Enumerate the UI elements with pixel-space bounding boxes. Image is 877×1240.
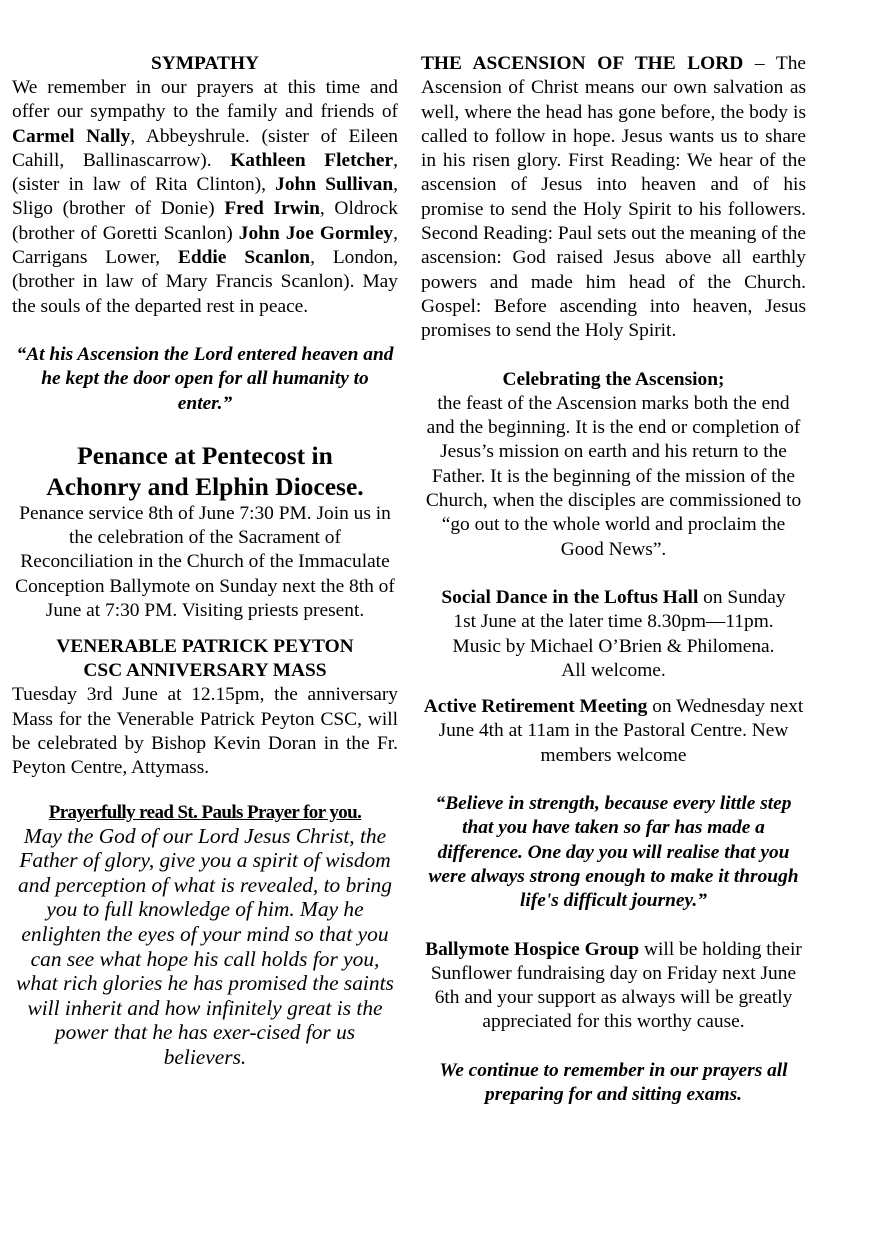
penance-body: Penance service 8th of June 7:30 PM. Join us in the celebration of the Sacrament of Reconciliation in the Church of the Immaculate Conception Ballymote on Sunday next the 8th of June at 7:30 PM. Visiting priests present.	[15, 502, 395, 622]
prayer-section	[12, 801, 398, 1070]
strength-quote: “Believe in strength, because every little step that you have taken so far has made a difference. One day you will realise that you were always strong enough to make it through life's difficult journey.”	[428, 793, 799, 912]
ascension-quote: “At his Ascension the Lord entered heaven and he kept the door open for all humanity to enter.”	[16, 343, 394, 414]
deceased-name: Fred Irwin	[224, 198, 320, 220]
hospice-section	[421, 938, 806, 1035]
peyton-body: Tuesday 3rd June at 12.15pm, the anniversary Mass for the Venerable Patrick Peyton CSC, will be celebrated by Bishop Kevin Doran in the Fr. Peyton Centre, Attymass.	[12, 684, 398, 779]
ascension-text	[421, 52, 806, 344]
retirement-section	[421, 695, 806, 768]
sympathy-intro: We remember in our prayers at this time and offer our sympathy to the family and friends of	[12, 77, 398, 123]
right-column	[421, 52, 806, 1107]
penance-title-line2: Achonry and Elphin Diocese.	[46, 471, 364, 501]
retirement-heading: Active Retirement Meeting	[423, 696, 648, 718]
deceased-name: Kathleen Fletcher	[230, 149, 394, 171]
penance-title-line1: Penance at Pentecost in	[77, 440, 333, 470]
ascension-body: The Ascension of Christ means our own salvation as well, where the head has gone before, the body is called to follow in hope. Jesus wants us to share in his risen glory. First Reading: We hear of the ascension of Jesus into heaven and of his promise to send the Holy Spirit to his followers. Second Reading: Paul sets out the meaning of the ascension: God raised Jesus above all earthly powers and made him head of the Church. Gospel: Before ascending into heaven, Jesus promises to send the Holy Spirit.	[421, 53, 806, 342]
sympathy-heading: SYMPATHY	[150, 53, 260, 74]
dance-text	[421, 586, 806, 683]
deceased-name: John Joe Gormley	[238, 222, 394, 244]
dance-heading: Social Dance in the Loftus Hall	[441, 586, 699, 608]
dance-body: on Sunday 1st June at the later time 8.30pm—11pm. Music by Michael O’Brien & Philomena. All welcome.	[452, 586, 786, 681]
hospice-text	[421, 938, 806, 1035]
penance-section	[12, 440, 398, 623]
sympathy-detail: , (sister in law of Rita Clinton),	[12, 149, 398, 196]
sympathy-text	[12, 76, 398, 319]
deceased-name: Carmel Nally	[12, 125, 131, 147]
celebrating-heading: Celebrating the Ascension;	[502, 368, 725, 390]
retirement-text	[421, 695, 806, 768]
sympathy-section	[12, 52, 398, 319]
ascension-dash: –	[743, 53, 776, 74]
exams-note: We continue to remember in our prayers all preparing for and sitting exams.	[439, 1059, 788, 1105]
sympathy-detail: , Carrigans Lower,	[12, 222, 398, 269]
prayer-title: Prayerfully read St. Pauls Prayer for you.	[48, 801, 362, 823]
celebrating-section	[421, 368, 806, 562]
dance-section	[421, 586, 806, 683]
retirement-body: on Wednesday next June 4th at 11am in the Pastoral Centre. New members welcome	[438, 696, 804, 766]
prayer-body: May the God of our Lord Jesus Christ, the Father of glory, give you a spirit of wisdom and perception of what is revealed, to bring you to full knowledge of him. May he enlighten the eyes of your mind so that you can see what hope his call holds for you, what rich glories he has promised the saints will inherit and how infinitely great is the power that he has exer-cised for us believers.	[16, 823, 394, 1069]
hospice-body: will be holding their Sunflower fundraising day on Friday next June 6th and your support as always will be greatly appreciated for this worthy cause.	[430, 938, 802, 1033]
ascension-section	[421, 52, 806, 344]
left-column	[12, 52, 398, 1069]
hospice-heading: Ballymote Hospice Group	[425, 938, 640, 960]
deceased-name: John Sullivan	[275, 174, 394, 196]
sympathy-detail: , Sligo (brother of Donie)	[12, 174, 398, 220]
peyton-section	[12, 635, 398, 780]
peyton-title-line2: CSC ANNIVERSARY MASS	[83, 660, 327, 682]
deceased-name: Eddie Scanlon	[177, 247, 311, 269]
celebrating-body: the feast of the Ascension marks both the end and the beginning. It is the end or completion of Jesus’s mission on earth and his return to the Father. It is the beginning of the mission of the Church, when the disciples are commissioned to “go out to the whole world and proclaim the Good News”.	[425, 392, 802, 560]
ascension-heading: THE ASCENSION OF THE LORD	[421, 53, 744, 74]
sympathy-detail: , Abbeyshrule. (sister of Eileen Cahill, Ballinascarrow).	[12, 125, 398, 171]
sympathy-detail: , London, (brother in law of Mary Francis Scanlon). May the souls of the departed rest in peace.	[12, 247, 398, 317]
sympathy-detail: , Oldrock (brother of Goretti Scanlon)	[12, 198, 398, 244]
peyton-title-line1: VENERABLE PATRICK PEYTON	[56, 636, 354, 658]
